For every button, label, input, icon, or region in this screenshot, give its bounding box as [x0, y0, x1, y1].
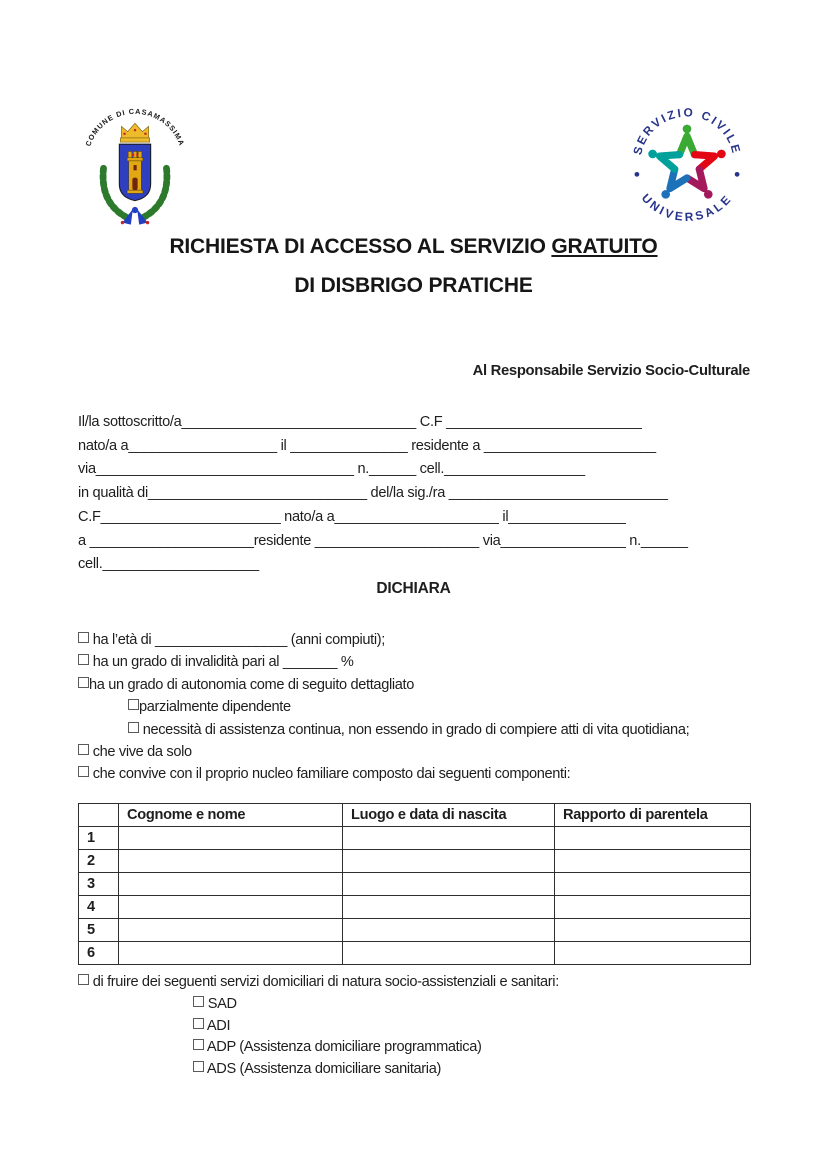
declaration-text: ha un grado di autonomia come di seguito dettagliato [89, 676, 414, 693]
table-row [79, 919, 751, 942]
declarations-list [78, 629, 778, 786]
form-line-subscriber: Il/la sottoscritto/a______________________________ C.F _________________________ [78, 414, 642, 430]
table-header-name: Cognome e nome [119, 804, 343, 827]
separator-dot-left-icon [635, 172, 640, 177]
service-intro [78, 972, 778, 994]
checkbox-icon [128, 699, 139, 710]
checkbox-icon [78, 744, 89, 755]
servizio-civile-universale-icon [624, 100, 750, 226]
tower-door-icon [132, 178, 137, 191]
cell-name [119, 942, 343, 965]
title-line-1: RICHIESTA DI ACCESSO AL SERVIZIO GRATUITO [169, 235, 658, 258]
cell-relation [555, 850, 751, 873]
table-header-birth: Luogo e data di nascita [343, 804, 555, 827]
checkbox-icon [78, 677, 89, 688]
service-item [78, 1037, 778, 1059]
cell-name [119, 873, 343, 896]
checkbox-icon [193, 996, 204, 1007]
service-text: ADS (Assistenza domiciliare sanitaria) [204, 1061, 441, 1078]
table-row [79, 896, 751, 919]
declaration-item [78, 696, 778, 718]
recipient-line: Al Responsabile Servizio Socio-Culturale [472, 363, 750, 379]
cell-relation [555, 942, 751, 965]
service-text: SAD [204, 995, 237, 1012]
checkbox-icon [78, 632, 89, 643]
form-line-cf-2: C.F_______________________ nato/a a_____________________ il_______________ [78, 508, 626, 525]
title-underlined-word: GRATUITO [551, 235, 658, 258]
table-header-row [79, 804, 751, 827]
family-table [78, 803, 751, 965]
cell-birth [343, 827, 555, 850]
cell-name [119, 919, 343, 942]
table-row [79, 873, 751, 896]
row-number: 2 [79, 850, 119, 873]
form-line-residence-2: a _____________________residente _____________________ via________________ n.______ [78, 532, 688, 549]
document-title [0, 227, 827, 305]
form-line-birth: nato/a a___________________ il _______________ residente a ______________________ [78, 437, 656, 454]
checkbox-icon [193, 1018, 204, 1029]
checkbox-icon [78, 654, 89, 665]
form-line-cell-2: cell.____________________ [78, 556, 259, 573]
servizio-civile-logo [624, 100, 750, 226]
service-item [78, 1016, 778, 1038]
cell-name [119, 850, 343, 873]
municipality-arc-text: COMUNE DI CASAMASSIMA [83, 106, 187, 148]
separator-dot-right-icon [735, 172, 740, 177]
declaration-text: che convive con il proprio nucleo familiare composto dai seguenti componenti: [89, 766, 571, 783]
dichiara-heading: DICHIARA [376, 580, 451, 597]
svg-text:UNIVERSALE [639, 191, 735, 224]
declaration-item [78, 651, 778, 673]
row-number: 6 [79, 942, 119, 965]
cell-birth [343, 850, 555, 873]
checkbox-icon [78, 974, 89, 985]
municipality-logo [82, 94, 188, 232]
declaration-item [78, 674, 778, 696]
services-list [78, 972, 778, 1081]
table-header-relation: Rapporto di parentela [555, 804, 751, 827]
declaration-text: parzialmente dipendente [139, 699, 291, 716]
service-item [78, 1059, 778, 1081]
scu-arc-text-bottom: UNIVERSALE [638, 190, 736, 225]
table-row [79, 942, 751, 965]
cell-relation [555, 896, 751, 919]
declaration-item [78, 719, 778, 741]
checkbox-icon [78, 766, 89, 777]
cell-birth [343, 942, 555, 965]
form-line-address: via_________________________________ n.______ cell.__________________ [78, 461, 585, 478]
row-number: 3 [79, 873, 119, 896]
tower-window-icon [134, 165, 137, 170]
table-row [79, 850, 751, 873]
row-number: 4 [79, 896, 119, 919]
casamassima-coat-of-arms-icon [82, 94, 188, 232]
service-text: ADP (Assistenza domiciliare programmatica) [204, 1039, 482, 1056]
checkbox-icon [193, 1039, 204, 1050]
declaration-text: ha l’età di _________________ (anni compiuti); [89, 632, 385, 648]
declaration-item [78, 629, 778, 651]
declaration-text: ha un grado di invalidità pari al _______ % [89, 654, 354, 671]
scu-arc-text-top: SERVIZIO CIVILE [630, 105, 744, 157]
cell-birth [343, 896, 555, 919]
cell-name [119, 896, 343, 919]
service-text: ADI [204, 1017, 231, 1034]
declaration-item [78, 763, 778, 785]
star-figures-icon [660, 136, 715, 188]
declaration-item [78, 741, 778, 763]
table-row [79, 827, 751, 850]
service-text: di fruire dei seguenti servizi domiciliari di natura socio-assistenziali e sanitari: [89, 974, 559, 990]
checkbox-icon [193, 1061, 204, 1072]
applicant-form-lines [78, 411, 778, 577]
form-line-role: in qualità di____________________________ del/la sig./ra ____________________________ [78, 485, 668, 502]
title-line-2: DI DISBRIGO PRATICHE [294, 274, 533, 297]
row-number: 1 [79, 827, 119, 850]
checkbox-icon [128, 722, 139, 733]
row-number: 5 [79, 919, 119, 942]
service-item [78, 994, 778, 1016]
cell-relation [555, 919, 751, 942]
declaration-text: che vive da solo [89, 744, 192, 761]
cell-birth [343, 873, 555, 896]
cell-relation [555, 873, 751, 896]
table-header-number [79, 804, 119, 827]
cell-birth [343, 919, 555, 942]
cell-relation [555, 827, 751, 850]
cell-name [119, 827, 343, 850]
declaration-text: necessità di assistenza continua, non essendo in grado di compiere atti di vita quotidiana; [139, 721, 690, 738]
